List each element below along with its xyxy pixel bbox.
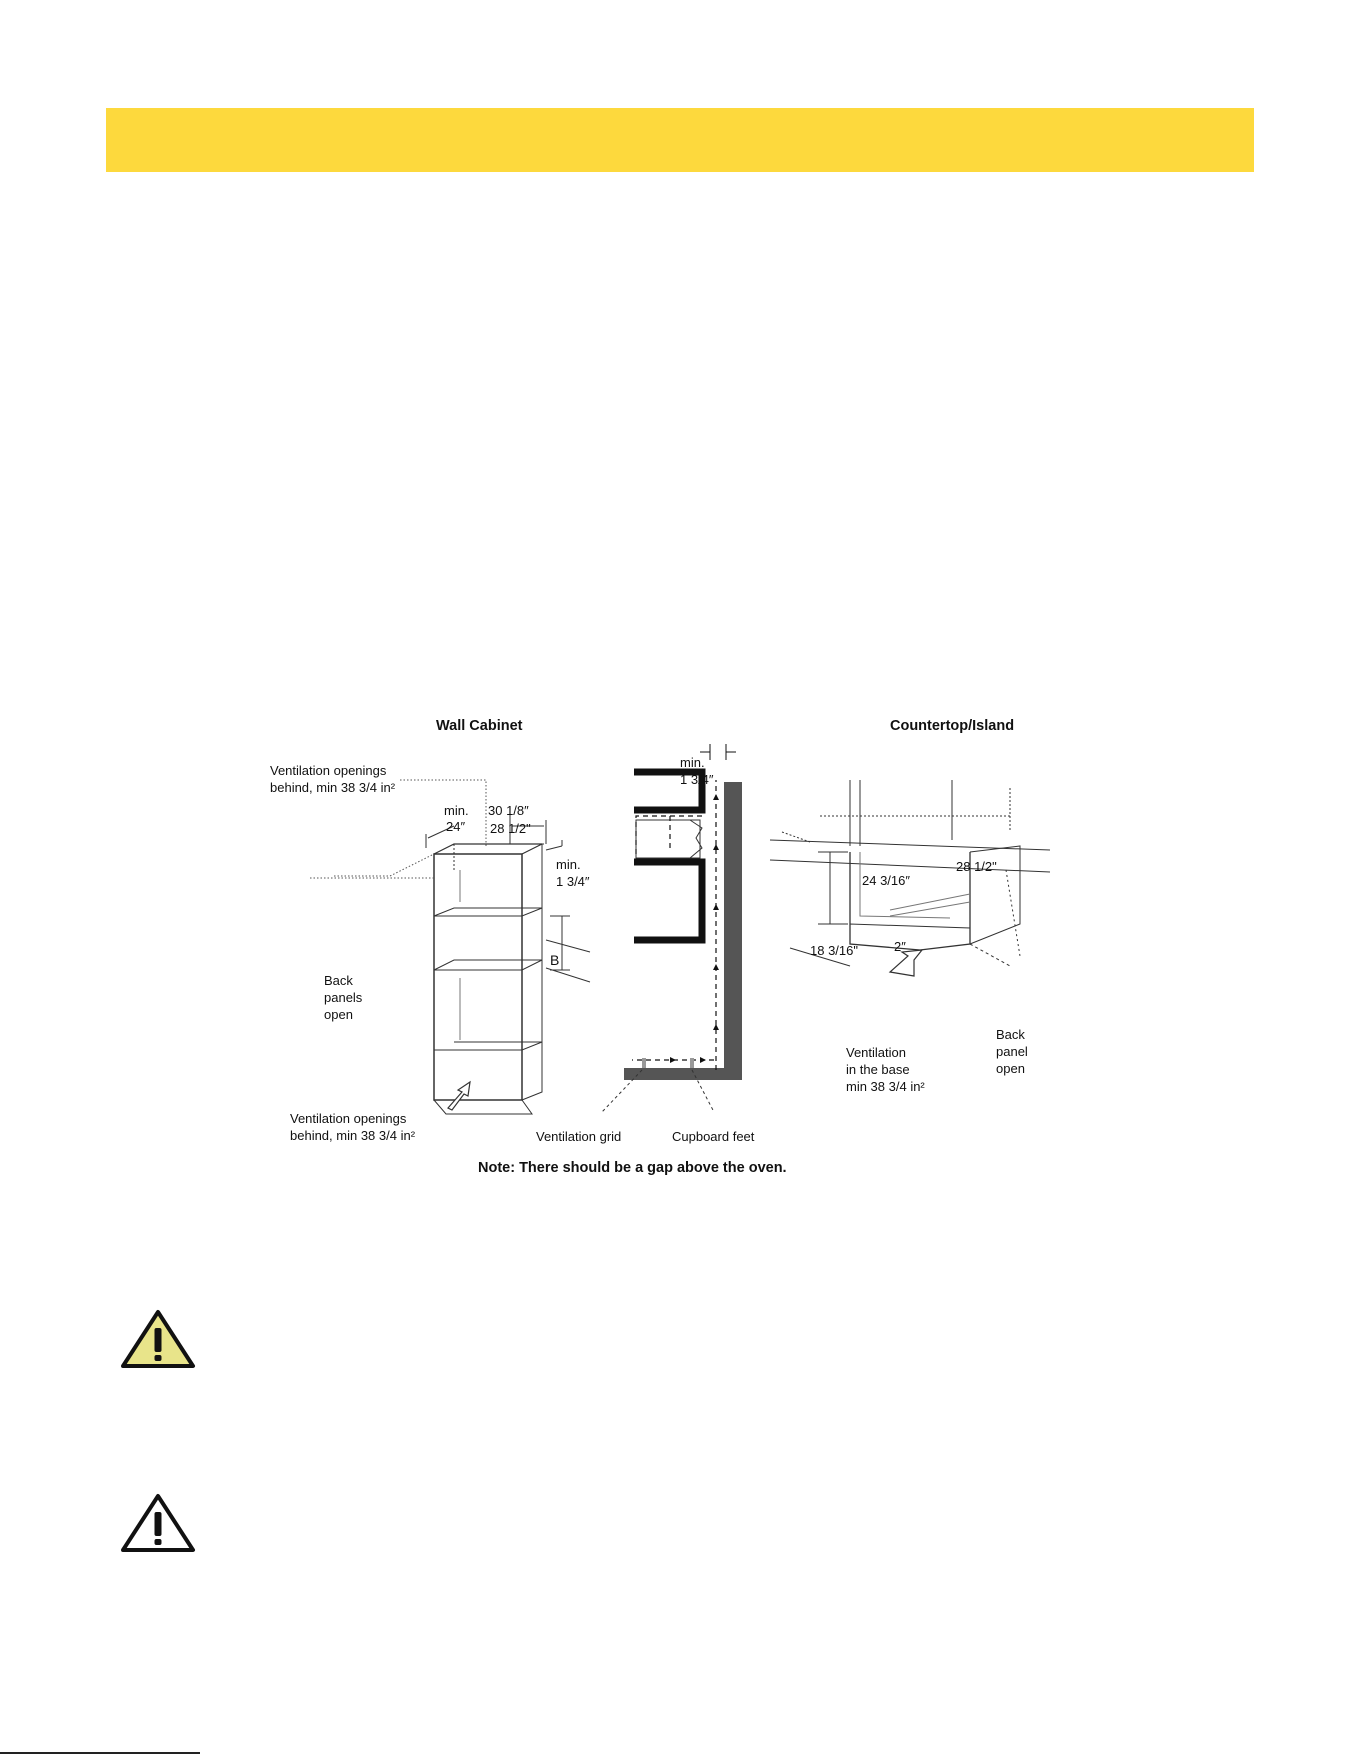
back-panel-open-label: Back panel open — [996, 1027, 1028, 1076]
vent-base-label: Ventilation in the base min 38 3/4 in² — [846, 1045, 925, 1094]
b-label: B — [550, 952, 560, 968]
warning-triangle-outline-icon — [120, 1492, 196, 1554]
dim-28-1-2-left-label: 28 1/2" — [490, 821, 531, 836]
ventilation-grid-label: Ventilation grid — [536, 1129, 622, 1144]
dim-30-1-8-label: 30 1/8″ — [488, 803, 529, 818]
warning-triangle-yellow-icon — [120, 1308, 196, 1370]
min-1-3-4-left-label: min. 1 3/4″ — [556, 857, 590, 889]
installation-diagram — [250, 720, 1070, 1190]
wall-cabinet-title: Wall Cabinet — [436, 718, 523, 734]
header-banner — [106, 108, 1254, 172]
min-1-3-4-right-label: min. 1 3/4″ — [680, 755, 714, 787]
dim-2-label: 2″ — [894, 939, 906, 954]
back-panels-open-label: Back panels open — [324, 973, 363, 1022]
footnote-rule — [0, 1752, 200, 1754]
dim-24-label: 24″ — [446, 819, 466, 834]
cupboard-feet-label: Cupboard feet — [672, 1129, 755, 1144]
dim-28-1-2-right-label: 28 1/2" — [956, 859, 997, 874]
diagram-note: Note: There should be a gap above the oven. — [478, 1160, 787, 1176]
countertop-title: Countertop/Island — [890, 718, 1015, 734]
vent-openings-top-label: Ventilation openings behind, min 38 3/4 in² — [270, 763, 396, 795]
dim-24-3-16-label: 24 3/16″ — [862, 873, 910, 888]
dim-18-3-16-label: 18 3/16" — [810, 943, 858, 958]
vent-openings-bottom-label: Ventilation openings behind, min 38 3/4 in² — [290, 1111, 416, 1143]
min-label: min. — [444, 803, 469, 818]
